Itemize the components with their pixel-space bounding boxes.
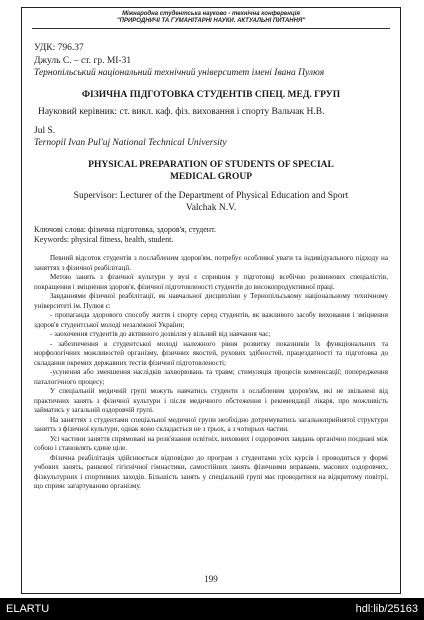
affiliation-en: Ternopil Ivan Pul'uj National Technical University: [34, 138, 227, 148]
keywords-en: Keywords: physical fitness, health, student.: [34, 235, 174, 244]
page-number: 199: [204, 574, 218, 584]
author-uk: Джуль С. – ст. гр. МІ-31: [34, 56, 132, 66]
paragraph: Певний відсоток студентів з послабленим здоров'ям, потребує особливої уваги та індивідуального підходу на заняттях з фізичної реабілітації.: [34, 254, 388, 272]
article-body: [34, 254, 388, 492]
paragraph: Усі частини заняття спрямовані на розв'язання освітніх, виховних і оздоровчих завдань органічно поєднані між собою і становлять єдине ціле.: [34, 434, 388, 452]
conference-header-line1: Міжнародна студентська науково - технічна конференція: [122, 11, 300, 17]
paragraph: - заохочення студентів до активного дозвілля у вільний від навчання час;: [50, 330, 271, 338]
paragraph: На заняттях з студентами спеціальної медичної групи необхідно дотримуватись загальноприйнятої структури занятть з фізичної культури, однак воно складається не з трьох, а з чотирьох частин.: [34, 415, 388, 433]
repository-name: ELARTU: [6, 603, 50, 615]
header-divider: [32, 28, 390, 29]
paragraph: Фізична реабілітація здійснюється відповідно до програм з студентами усіх курсів і проводиться у формі учбових занять, ранкової гігієнічної гімнастики, самостійних занять фізичними вправами, масових оздоровчих, фізкультурних і спортивних заходів. Більшість занять у спеціальній групі має проводитися на відкритому повітрі, що сприяє загартуванню організму.: [34, 453, 388, 490]
conference-header: [22, 11, 400, 25]
conference-header-line2: "ПРИРОДНИЧІ ТА ГУМАНІТАРНІ НАУКИ. АКТУАЛЬНІ ПИТАННЯ": [116, 18, 306, 24]
keywords-uk: Ключові слова: фізична підготовка, здоров'я, студент.: [34, 225, 216, 234]
repository-footer: [0, 598, 424, 620]
author-en: Jul S.: [34, 126, 56, 136]
paragraph: Завданнями фізичної реабілітації, як навчальної дисципліни у Тернопільському національному технічному університеті ім. Пулюя є:: [34, 292, 388, 310]
paragraph: - забезпечення в студентської молоді належного рівня розвитку показників їх функціональних та морфологічних можливостей організму, фізичних якостей, рухових здібностей, працездатності та підготовка до складання окремих державних тестів фізичної підготовленості;: [34, 339, 388, 367]
supervisor-en-line1: Supervisor: Lecturer of the Department of Physical Education and Sport: [73, 191, 349, 201]
paragraph: -усунення або зменшення наслідків захворювань та травм; стимуляція процесів компенсації; попередження паталогічного процесу;: [34, 368, 388, 386]
title-uk: ФІЗИЧНА ПІДГОТОВКА СТУДЕНТІВ СПЕЦ. МЕД. ГРУП: [81, 90, 341, 100]
title-en-line2: MEDICAL GROUP: [169, 172, 253, 182]
handle-link[interactable]: hdl:lib/25163: [355, 603, 418, 615]
document-page: [21, 7, 401, 594]
supervisor-uk: Науковий керівник: ст. викл. каф. фіз. виховання і спорту Вальчак Н.В.: [38, 107, 325, 117]
supervisor-en-line2: Valchak N.V.: [185, 203, 237, 213]
paragraph: У спеціальній медичній групі можуть навчатись студенти з ослабленим здоров'ям, які не звільнені від практичних занять з фізичної культури і після медичного обстеження і рекомендації лікаря, про можливість займатись у загальній оздоровчій групі.: [34, 387, 388, 414]
paragraph: - пропаганда здорового способу життя і спорту серед студентів, як важливого засобу виховання і зміцнення здоров'я студентської молоді незалежної України;: [34, 311, 388, 329]
paragraph: Метою занять з фізичної культури у вузі є сприяння у підготовці всебічно розвинених спеціалістів, покращення і зміцнення здоров'я, фізичної підготовленості студентів до високопродуктивної праці.: [34, 273, 388, 291]
title-en-line1: PHYSICAL PREPARATION OF STUDENTS OF SPECIAL: [88, 160, 334, 170]
affiliation-uk: Тернопільський національний технічний університет імені Івана Пулюя: [34, 68, 325, 78]
udk-code: УДК: 796.37: [34, 43, 84, 53]
